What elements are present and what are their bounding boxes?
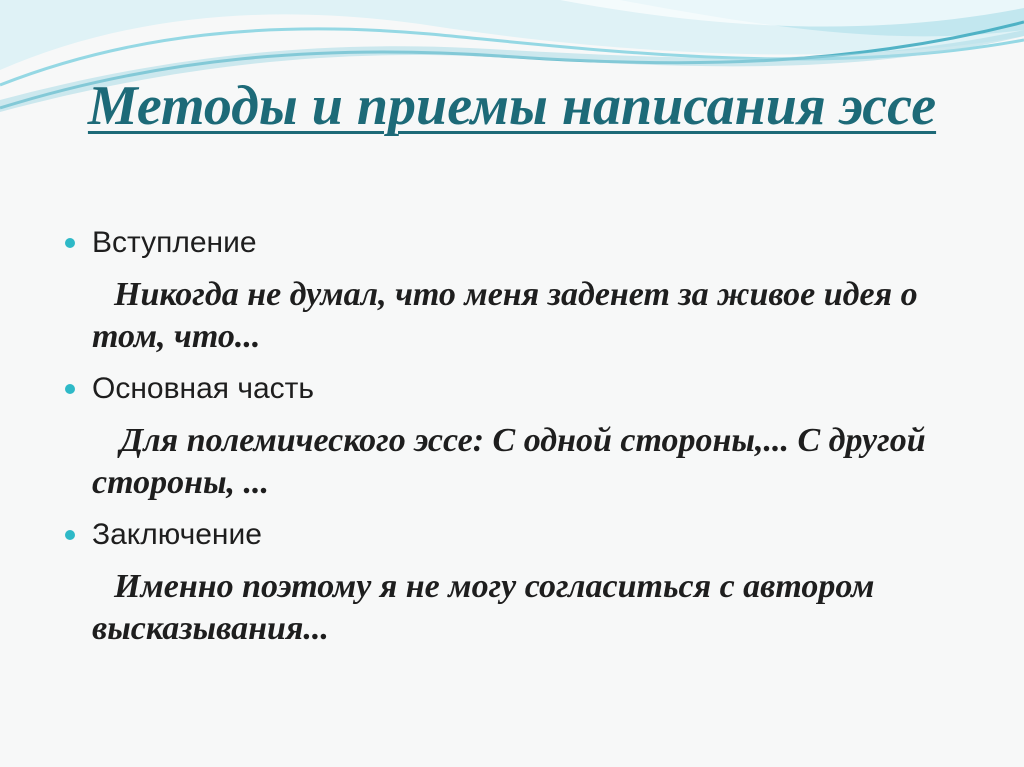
slide-title: Методы и приемы написания эссе bbox=[87, 75, 937, 137]
bullet-icon bbox=[65, 530, 75, 540]
bullet-icon bbox=[65, 384, 75, 394]
item-label: Вступление bbox=[92, 226, 257, 259]
list-item-introduction bbox=[62, 222, 962, 358]
list-item-conclusion bbox=[62, 514, 962, 650]
item-example: Именно поэтому я не могу согласиться с автором высказывания... bbox=[92, 568, 875, 647]
item-label: Заключение bbox=[92, 518, 262, 551]
item-example: Для полемического эссе: С одной стороны,... С другой стороны, ... bbox=[92, 422, 926, 501]
bullet-icon bbox=[65, 238, 75, 248]
bullet-list bbox=[62, 222, 962, 660]
list-item-main-part bbox=[62, 368, 962, 504]
item-label: Основная часть bbox=[92, 372, 315, 405]
item-example: Никогда не думал, что меня заденет за живое идея о том, что... bbox=[92, 276, 918, 355]
